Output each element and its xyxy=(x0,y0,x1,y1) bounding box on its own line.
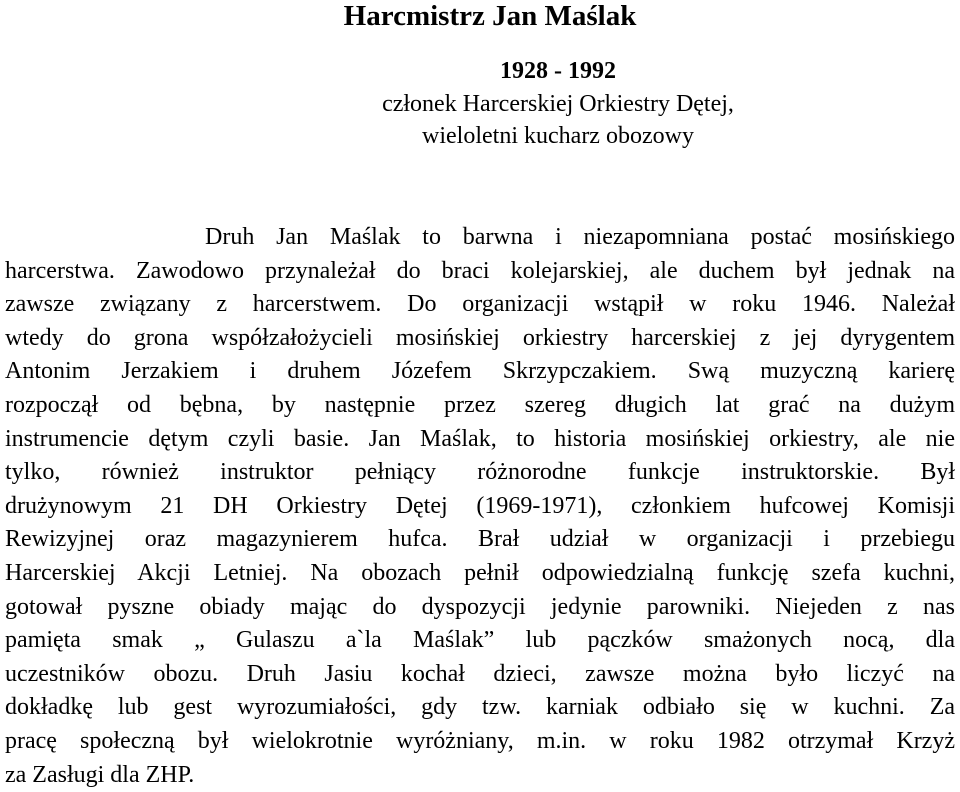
paragraph-line: Rewizyjnej oraz magazynierem hufca. Brał udział w organizacji i przebiegu xyxy=(5,523,955,557)
paragraph-line: zawsze związany z harcerstwem. Do organizacji wstąpił w roku 1946. Należał xyxy=(5,288,955,322)
paragraph-line: harcerstwa. Zawodowo przynależał do braci kolejarskiej, ale duchem był jednak na xyxy=(5,255,955,289)
paragraph-line: drużynowym 21 DH Orkiestry Dętej (1969-1971), członkiem hufcowej Komisji xyxy=(5,490,955,524)
paragraph-line: rozpoczął od bębna, by następnie przez szereg długich lat grać na dużym xyxy=(5,389,955,423)
role-line-1: członek Harcerskiej Orkiestry Dętej, xyxy=(0,89,960,119)
paragraph-line: Harcerskiej Akcji Letniej. Na obozach pełnił odpowiedzialną funkcję szefa kuchni, xyxy=(5,557,955,591)
paragraph-line: instrumencie dętym czyli basie. Jan Maślak, to historia mosińskiej orkiestry, ale nie xyxy=(5,423,955,457)
paragraph-line: uczestników obozu. Druh Jasiu kochał dzieci, zawsze można było liczyć na xyxy=(5,658,955,692)
paragraph-line: pracę społeczną był wielokrotnie wyróżniany, m.in. w roku 1982 otrzymał Krzyż xyxy=(5,725,955,759)
paragraph-line: Antonim Jerzakiem i druhem Józefem Skrzypczakiem. Swą muzyczną karierę xyxy=(5,355,955,389)
paragraph-line: dokładkę lub gest wyrozumiałości, gdy tzw. karniak odbiało się w kuchni. Za xyxy=(5,691,955,725)
paragraph-line: pamięta smak „ Gulaszu a`la Maślak” lub pączków smażonych nocą, dla xyxy=(5,624,955,658)
paragraph-line: Druh Jan Maślak to barwna i niezapomniana postać mosińskiego xyxy=(5,221,955,255)
paragraph-line: wtedy do grona współzałożycieli mosińskiej orkiestry harcerskiej z jej dyrygentem xyxy=(5,322,955,356)
paragraph-line: gotował pyszne obiady mając do dyspozycji jedynie parowniki. Niejeden z nas xyxy=(5,591,955,625)
life-years: 1928 - 1992 xyxy=(0,56,960,86)
paragraph-line: za Zasługi dla ZHP. xyxy=(5,759,955,792)
role-line-2: wieloletni kucharz obozowy xyxy=(0,121,960,151)
paragraph-line: tylko, również instruktor pełniący różnorodne funkcje instruktorskie. Był xyxy=(5,456,955,490)
page-title: Harcmistrz Jan Maślak xyxy=(0,0,960,33)
biography-paragraph xyxy=(5,221,955,792)
